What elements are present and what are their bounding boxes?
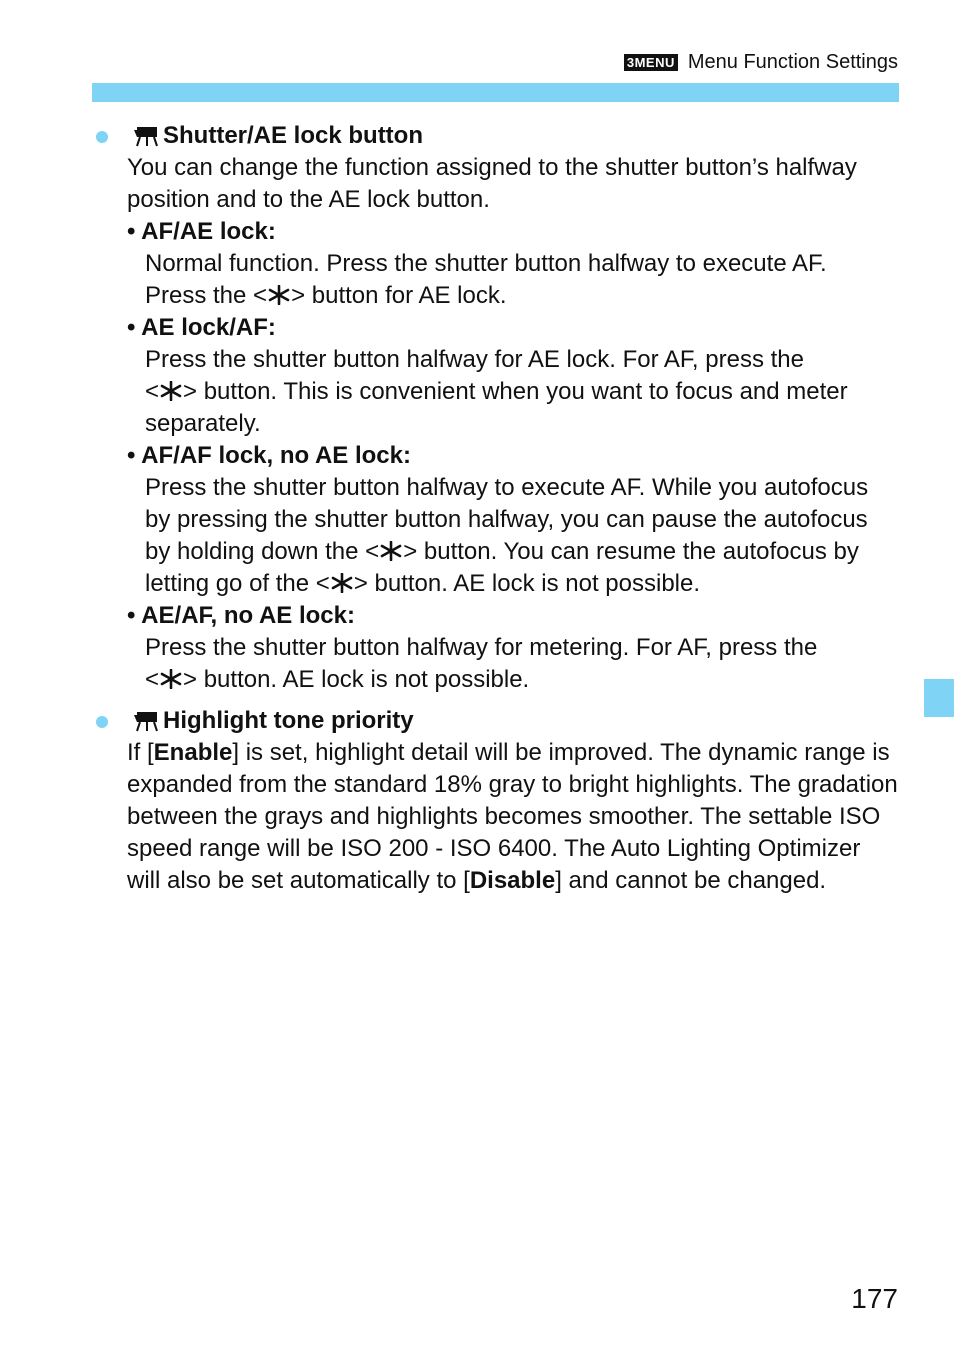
option-text: > button. AE lock is not possible. bbox=[353, 570, 701, 597]
asterisk-ae-lock-icon bbox=[379, 541, 403, 561]
option-text: Press the shutter button halfway to execute AF. While you autofocus by pressing the shutter button halfway, you can pause the autofocus by holding down the < bbox=[145, 474, 869, 565]
option-text: > button. This is convenient when you want to focus and meter separately. bbox=[145, 378, 848, 437]
option-text: Press the shutter button halfway for AE lock. For AF, press the bbox=[145, 346, 804, 373]
option-text: > button for AE lock. bbox=[291, 282, 507, 309]
movie-camera-icon bbox=[127, 125, 159, 147]
menu-tab-badge: 3MENU bbox=[624, 54, 678, 71]
option-text: > button. AE lock is not possible. bbox=[183, 666, 530, 693]
cyan-dot-icon bbox=[96, 716, 108, 728]
option-af-ae-lock bbox=[127, 216, 899, 312]
option-title: • AE lock/AF: bbox=[127, 314, 276, 341]
asterisk-ae-lock-icon bbox=[330, 573, 354, 593]
section-body bbox=[127, 737, 899, 897]
chapter-side-tab bbox=[924, 679, 954, 717]
option-text: Press the < bbox=[145, 282, 268, 309]
section-highlight-tone-priority bbox=[127, 705, 899, 897]
movie-camera-icon bbox=[127, 710, 159, 732]
option-af-af-lock-no-ae-lock bbox=[127, 440, 899, 600]
running-header bbox=[624, 49, 898, 75]
option-body bbox=[127, 472, 899, 600]
option-text: > button. You can resume the autofocus by letting go of the < bbox=[145, 538, 859, 597]
section-title-text: Highlight tone priority bbox=[163, 707, 414, 734]
option-text: Press the shutter button halfway for metering. For AF, press the bbox=[145, 634, 818, 661]
option-text: Normal function. Press the shutter button halfway to execute AF. bbox=[145, 250, 827, 277]
option-text: < bbox=[145, 378, 160, 405]
option-body bbox=[127, 248, 899, 312]
option-body bbox=[127, 632, 899, 696]
section-title-text: Shutter/AE lock button bbox=[163, 122, 423, 149]
option-body bbox=[127, 344, 899, 440]
option-title: • AF/AF lock, no AE lock: bbox=[127, 442, 411, 469]
body-text: ] and cannot be changed. bbox=[555, 867, 827, 894]
section-title bbox=[127, 120, 899, 152]
asterisk-ae-lock-icon bbox=[267, 285, 291, 305]
page-content bbox=[127, 120, 899, 897]
header-rule-bar bbox=[92, 83, 899, 102]
option-ae-af-no-ae-lock bbox=[127, 600, 899, 696]
asterisk-ae-lock-icon bbox=[159, 381, 183, 401]
section-title bbox=[127, 705, 899, 737]
section-intro: You can change the function assigned to the shutter button’s halfway position and to the AE lock button. bbox=[127, 154, 857, 213]
asterisk-ae-lock-icon bbox=[159, 669, 183, 689]
body-text: ] is set, highlight detail will be improved. The dynamic range is expanded from the standard 18% gray to bright highlights. The gradation between the grays and highlights becomes smoother. The settable ISO speed range will be ISO 200 - ISO 6400. The Auto Lighting Optimizer will also be set automatically to [ bbox=[127, 739, 898, 894]
option-title: • AE/AF, no AE lock: bbox=[127, 602, 355, 629]
cyan-dot-icon bbox=[96, 131, 108, 143]
option-ae-lock-af bbox=[127, 312, 899, 440]
disable-setting-label: Disable bbox=[469, 867, 556, 894]
header-title: Menu Function Settings bbox=[687, 51, 898, 73]
section-shutter-ae-lock bbox=[127, 120, 899, 696]
option-text: < bbox=[145, 666, 160, 693]
page-number: 177 bbox=[851, 1283, 898, 1314]
option-title: • AF/AE lock: bbox=[127, 218, 276, 245]
enable-setting-label: Enable bbox=[153, 739, 233, 766]
body-text: If [ bbox=[127, 739, 154, 766]
